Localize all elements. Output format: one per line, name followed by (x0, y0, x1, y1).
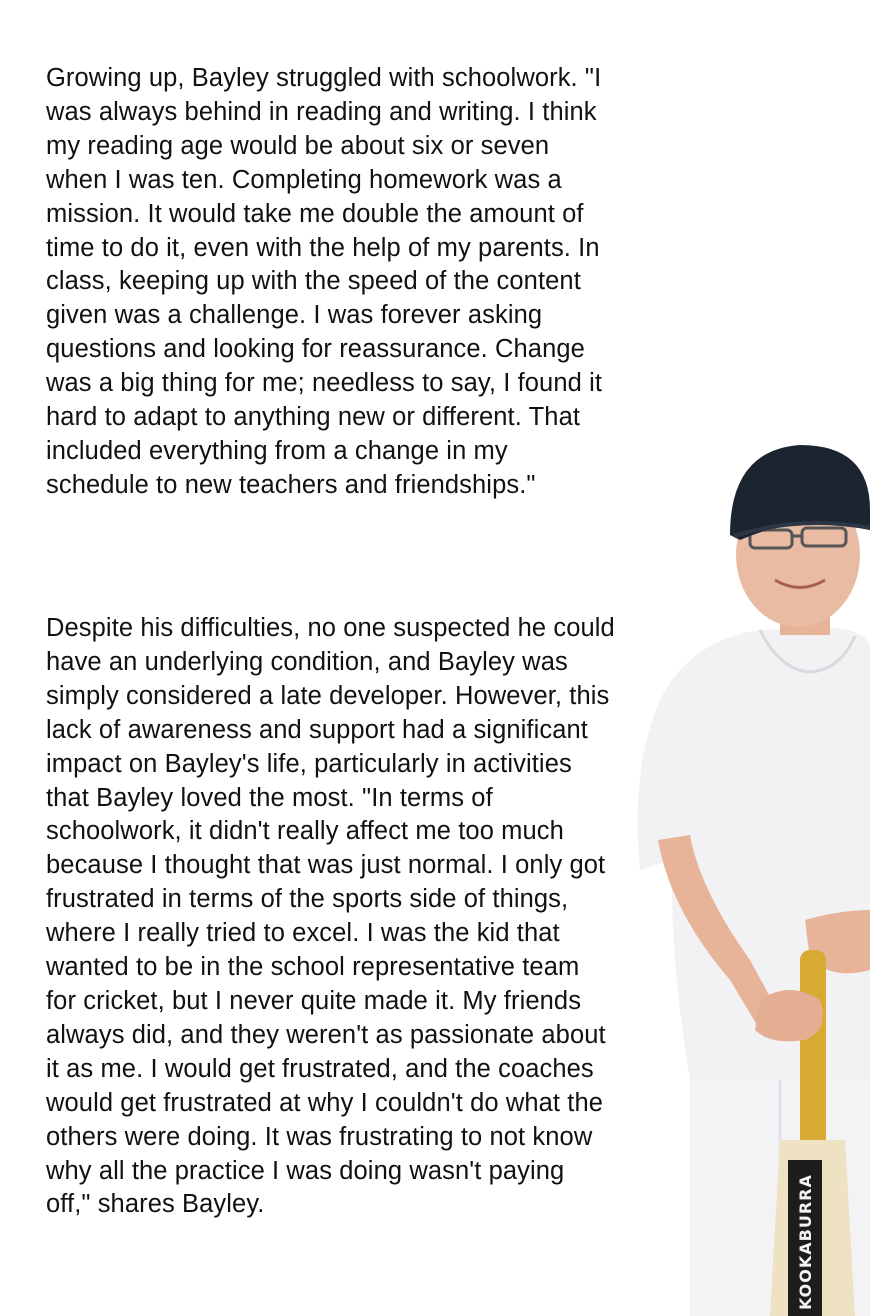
boy-with-cricket-bat-photo (630, 440, 870, 1316)
paragraph-1: Growing up, Bayley struggled with schoolwork. "I was always behind in reading and writing. I think my reading age would be about six or seven when I was ten. Completing homework was a mission. It would take me double the amount of time to do it, even with the help of my parents. In class, keeping up with the speed of the content given was a challenge. I was forever asking questions and looking for reassurance. Change was a big thing for me; needless to say, I found it hard to adapt to anything new or different. That included everything from a change in my schedule to new teachers and friendships." (46, 64, 603, 499)
bat-handle (800, 950, 826, 1150)
paragraph-2: Despite his difficulties, no one suspected he could have an underlying condition, and Bayley was simply considered a late developer. However, this lack of awareness and support had a significant impact on Bayley's life, particularly in activities that Bayley loved the most. "In terms of schoolwork, it didn't really affect me too much because I thought that was just normal. I only got frustrated in terms of the sports side of things, where I really tried to excel. I was the kid that wanted to be in the school representative team for cricket, but I never quite made it. My friends always did, and they weren't as passionate about it as me. I would get frustrated, and the coaches would get frustrated at why I couldn't do what the others were doing. It was frustrating to not know why all the practice I was doing wasn't paying off," shares Bayley. (46, 614, 615, 1219)
bat-brand-label: KOOKABURRA (796, 1174, 815, 1310)
